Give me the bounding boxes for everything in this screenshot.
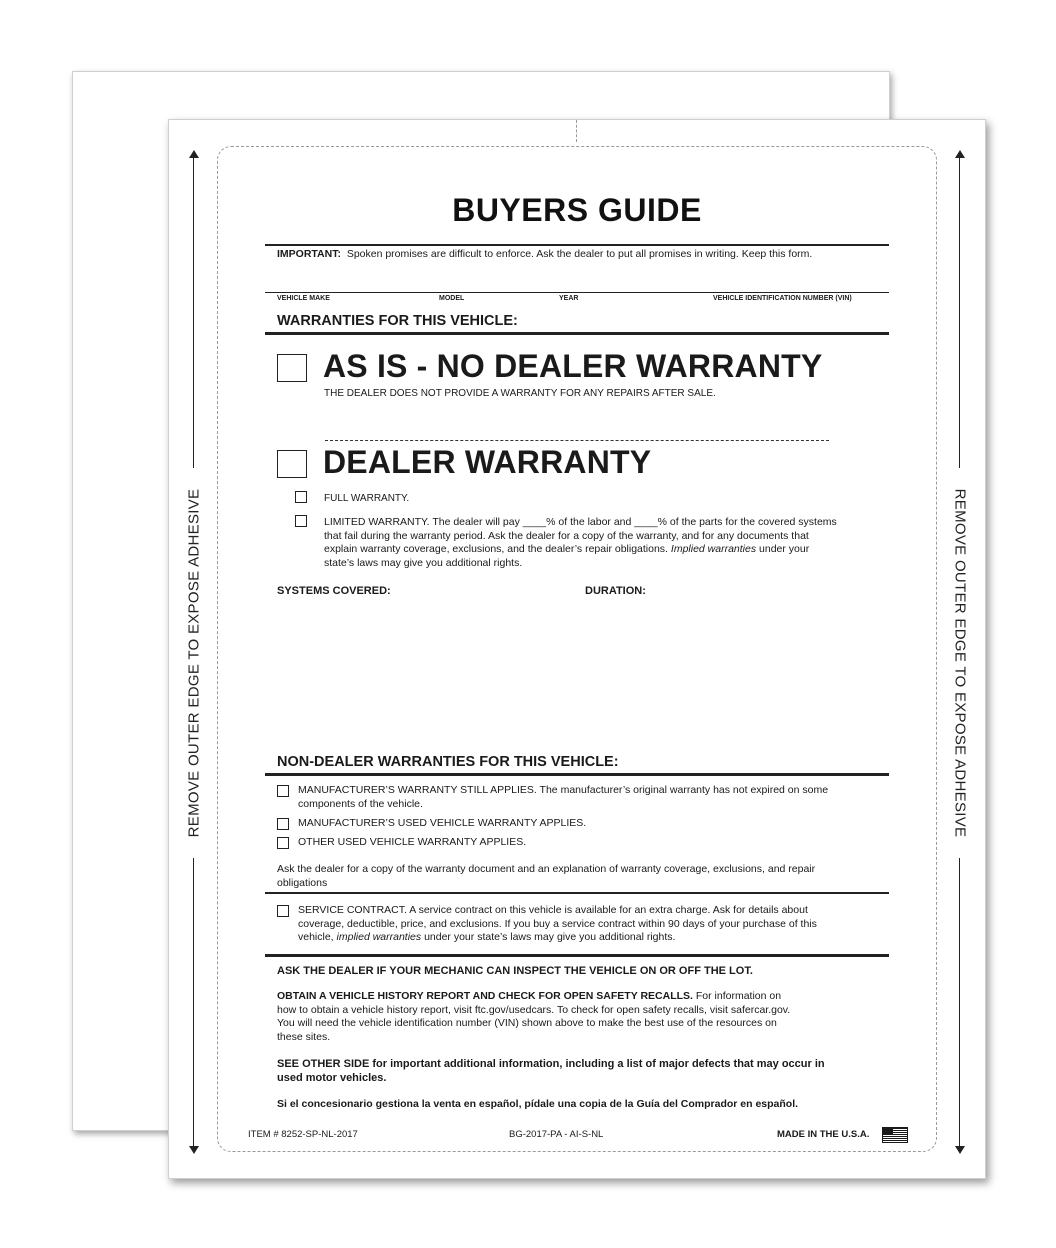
guide-line [959, 858, 960, 1150]
made-in-usa: MADE IN THE U.S.A. [777, 1129, 870, 1140]
side-instruction-left: REMOVE OUTER EDGE TO EXPOSE ADHESIVE [185, 488, 203, 838]
dealer-warranty-checkbox[interactable] [277, 450, 307, 478]
implied-warranties-text: Implied warranties [670, 543, 757, 555]
vehicle-info-line [265, 292, 889, 293]
spanish-notice: Si el concesionario gestiona la venta en español, pídale una copia de la Guía del Comprador en español. [277, 1098, 799, 1110]
limited-warranty-text [324, 516, 884, 570]
guide-line [193, 858, 194, 1150]
dashed-separator [325, 440, 829, 441]
mfr-warranty-line: MANUFACTURER’S WARRANTY STILL APPLIES. The manufacturer’s original warranty has not expired on some [298, 784, 829, 796]
divider [265, 773, 889, 776]
important-notice [277, 248, 812, 260]
divider [265, 244, 889, 246]
side-instruction-right: REMOVE OUTER EDGE TO EXPOSE ADHESIVE [951, 488, 969, 838]
arrow-down-icon [189, 1146, 199, 1154]
divider [265, 954, 889, 957]
item-number: ITEM # 8252-SP-NL-2017 [248, 1129, 358, 1140]
ask-dealer-text [277, 863, 815, 890]
mfr-warranty-line: components of the vehicle. [298, 797, 423, 810]
limited-warranty-line [324, 543, 884, 557]
right-adhesive-strip [945, 150, 975, 1150]
mfr-used-checkbox[interactable] [277, 818, 289, 830]
as-is-checkbox[interactable] [277, 354, 307, 382]
history-text-part: For information on [692, 990, 782, 1002]
vin-label: VEHICLE IDENTIFICATION NUMBER (VIN) [713, 295, 852, 302]
important-label: IMPORTANT: [277, 248, 341, 260]
history-heading: OBTAIN A VEHICLE HISTORY REPORT AND CHECK FOR OPEN SAFETY RECALLS. [277, 990, 693, 1002]
divider [265, 332, 889, 335]
mfr-warranty-text [298, 784, 828, 811]
duration-label: DURATION: [585, 585, 646, 597]
service-contract-checkbox[interactable] [277, 905, 289, 917]
limited-warranty-line: state’s laws may give you additional rights. [324, 556, 523, 569]
limited-warranty-text-part: explain warranty coverage, exclusions, and the dealer’s repair obligations. [324, 543, 671, 555]
service-contract-line [298, 931, 817, 945]
divider [265, 892, 889, 894]
limited-warranty-text-part: under your [756, 543, 810, 555]
model-label: MODEL [439, 295, 465, 302]
as-is-heading: AS IS - NO DEALER WARRANTY [323, 348, 823, 384]
service-contract-line: coverage, deductible, price, and exclusions. If you buy a service contract within 90 days of your purchase of this [298, 917, 817, 930]
buyers-guide-sheet [168, 119, 986, 1179]
vehicle-make-label: VEHICLE MAKE [277, 295, 330, 302]
other-used-checkbox[interactable] [277, 837, 289, 849]
important-text: Spoken promises are difficult to enforce. Ask the dealer to put all promises in writing. Keep this form. [346, 248, 813, 260]
ask-dealer-line: obligations [277, 876, 328, 889]
year-label: YEAR [559, 295, 579, 302]
see-other-side-line: used motor vehicles. [277, 1071, 387, 1084]
history-line [277, 990, 790, 1004]
history-line: these sites. [277, 1030, 331, 1043]
service-contract-text [298, 904, 817, 945]
page-title: BUYERS GUIDE [452, 192, 702, 228]
us-flag-icon [882, 1127, 908, 1143]
mechanic-notice: ASK THE DEALER IF YOUR MECHANIC CAN INSPECT THE VEHICLE ON OR OFF THE LOT. [277, 965, 753, 977]
history-line: how to obtain a vehicle history report, visit ftc.gov/usedcars. To check for open safety recalls, visit safercar.gov. [277, 1003, 791, 1016]
history-report-text [277, 990, 790, 1044]
service-contract-line: SERVICE CONTRACT. A service contract on this vehicle is available for an extra charge. Ask for details about [298, 904, 808, 916]
mfr-used-label: MANUFACTURER’S USED VEHICLE WARRANTY APPLIES. [298, 817, 587, 829]
limited-warranty-line: that fail during the warranty period. Ask the dealer for a copy of the warranty, and for any documents that [324, 529, 809, 542]
other-used-label: OTHER USED VEHICLE WARRANTY APPLIES. [298, 836, 527, 848]
arrow-up-icon [189, 150, 199, 158]
limited-warranty-line: LIMITED WARRANTY. The dealer will pay ____% of the labor and ____% of the parts for the covered systems [324, 516, 837, 528]
service-contract-text-part: under your state’s laws may give you additional rights. [421, 931, 676, 943]
history-line: You will need the vehicle identification number (VIN) shown above to make the best use of the resources on [277, 1017, 777, 1029]
as-is-subtext: THE DEALER DOES NOT PROVIDE A WARRANTY FOR ANY REPAIRS AFTER SALE. [324, 388, 716, 399]
mfr-warranty-checkbox[interactable] [277, 785, 289, 797]
ask-dealer-line: Ask the dealer for a copy of the warranty document and an explanation of warranty coverage, exclusions, and repair [277, 863, 816, 875]
left-adhesive-strip [179, 150, 209, 1150]
form-code: BG-2017-PA - AI-S-NL [509, 1129, 604, 1140]
see-other-side-text [277, 1058, 825, 1085]
full-warranty-label: FULL WARRANTY. [324, 493, 410, 504]
full-warranty-checkbox[interactable] [295, 491, 307, 503]
limited-warranty-checkbox[interactable] [295, 515, 307, 527]
implied-warranties-text: implied warranties [336, 931, 422, 943]
guide-line [193, 156, 194, 468]
perforation-line [576, 120, 577, 142]
guide-line [959, 156, 960, 468]
non-dealer-heading: NON-DEALER WARRANTIES FOR THIS VEHICLE: [277, 754, 619, 770]
arrow-down-icon [955, 1146, 965, 1154]
service-contract-text-part: vehicle, [298, 931, 337, 943]
arrow-up-icon [955, 150, 965, 158]
flag-canton [883, 1128, 893, 1135]
dealer-warranty-heading: DEALER WARRANTY [323, 444, 652, 480]
systems-covered-label: SYSTEMS COVERED: [277, 585, 391, 597]
see-other-side-line: SEE OTHER SIDE for important additional information, including a list of major defects that may occur in [277, 1058, 825, 1070]
warranties-heading: WARRANTIES FOR THIS VEHICLE: [277, 313, 518, 329]
